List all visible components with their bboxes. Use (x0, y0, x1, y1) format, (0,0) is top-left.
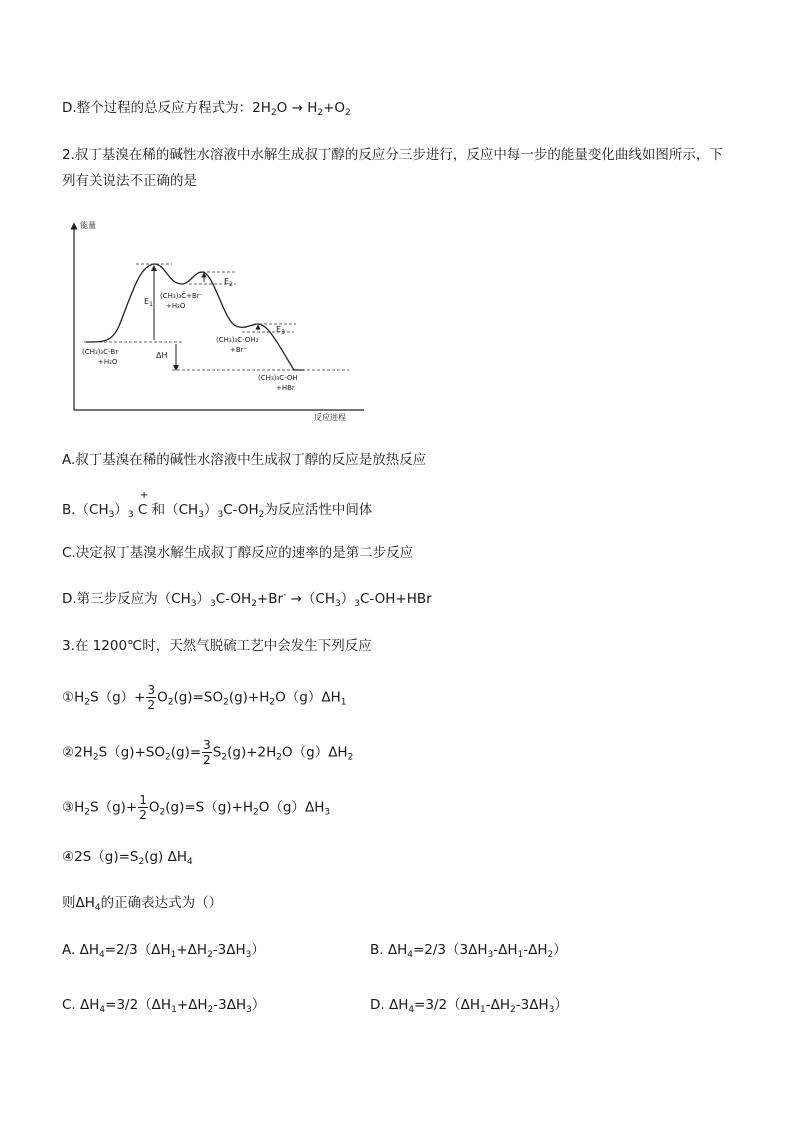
reactant-label: (CH₃)₃C-Br (82, 348, 119, 356)
q2-option-d: D.第三步反应为$(CH_3)_3C-OH_2+Br^- \to(CH_3)_3C-OH+HBr$ (62, 590, 432, 609)
e2-label: $E_2$ (224, 277, 233, 288)
product-label: (CH₃)₃C-OH (258, 374, 298, 382)
q1-option-d: D.整个过程的总反应方程式为：$2H_2O \to H_2+O_2$ (62, 100, 351, 118)
q3-option-d: D. $\Delta H_4=3/2(\Delta H_1-\Delta H_2-3\Delta H_3)$ (370, 997, 568, 1015)
product-label-2: +HBr (276, 384, 295, 392)
e3-label: $E_3$ (276, 325, 285, 336)
delta-h-label: ΔH (156, 351, 168, 360)
int2-label-2: +Br⁻ (230, 346, 248, 354)
x-axis-label: 反应进程 (314, 413, 346, 422)
int2-label: (CH₃)₃C-OH₂ (216, 336, 259, 344)
q3-option-c: C. $\Delta H_4=3/2(\Delta H_1+\Delta H_2-3\Delta H_3)$ (62, 997, 266, 1015)
q3-question: 则$\Delta H_4$的正确表达式为（） (62, 895, 223, 913)
int1-label: (CH₃)₃C̈+Br⁻ (160, 292, 204, 300)
q3-equation-4: $④2S(g)=S_2(g)$ $\Delta H_4$ (62, 849, 193, 867)
q2-option-c: C.决定叔丁基溴水解生成叔丁醇反应的速率的是第二步反应 (62, 545, 414, 561)
q3-option-a: A. $\Delta H_4=2/3(\Delta H_1+\Delta H_2-3\Delta H_3)$ (62, 942, 265, 960)
q3-equation-2: $②2H_2S(g)+SO_2(g)=$ $\frac{3}{2}$ $S_2(g)+2H_2O(g)\Delta H_2$ (62, 738, 354, 767)
e1-label: $E_1$ (144, 297, 153, 308)
q3-equation-1: $①H_2S(g)+$ $\frac{3}{2}$ $O_2(g)=SO_2(g)+H_2O(g)\Delta H_1$ (62, 683, 347, 712)
q2-option-a: A.叔丁基溴在稀的碱性水溶液中生成叔丁醇的反应是放热反应 (62, 452, 427, 468)
question-3-stem: 3.在 1200℃时，天然气脱硫工艺中会发生下列反应 (62, 638, 372, 654)
energy-diagram (64, 214, 364, 424)
q3-equation-3: $③H_2S(g)+$ $\frac{1}{2}$ $O_2(g)=S(g)+H_2O(g)\Delta H_3$ (62, 793, 331, 822)
energy-curve (86, 264, 304, 370)
q2-option-b: $B.(CH_3)_3$ + C 和$(CH_3)_3C-OH_2$为反应活性中间体 (62, 490, 373, 520)
q3-option-b: B. $\Delta H_4=2/3(3\Delta H_3-\Delta H_1-\Delta H_2)$ (370, 942, 567, 960)
int1-label-2: +H₂O (166, 302, 186, 310)
question-2-stem: 2.叔丁基溴在稀的碱性水溶液中水解生成叔丁醇的反应分三步进行，反应中每一步的能量变化曲线如图所示，下列有关说法不正确的是 (62, 147, 723, 189)
y-axis-label: 能量 (80, 221, 96, 230)
reactant-label-2: +H₂O (98, 358, 118, 366)
